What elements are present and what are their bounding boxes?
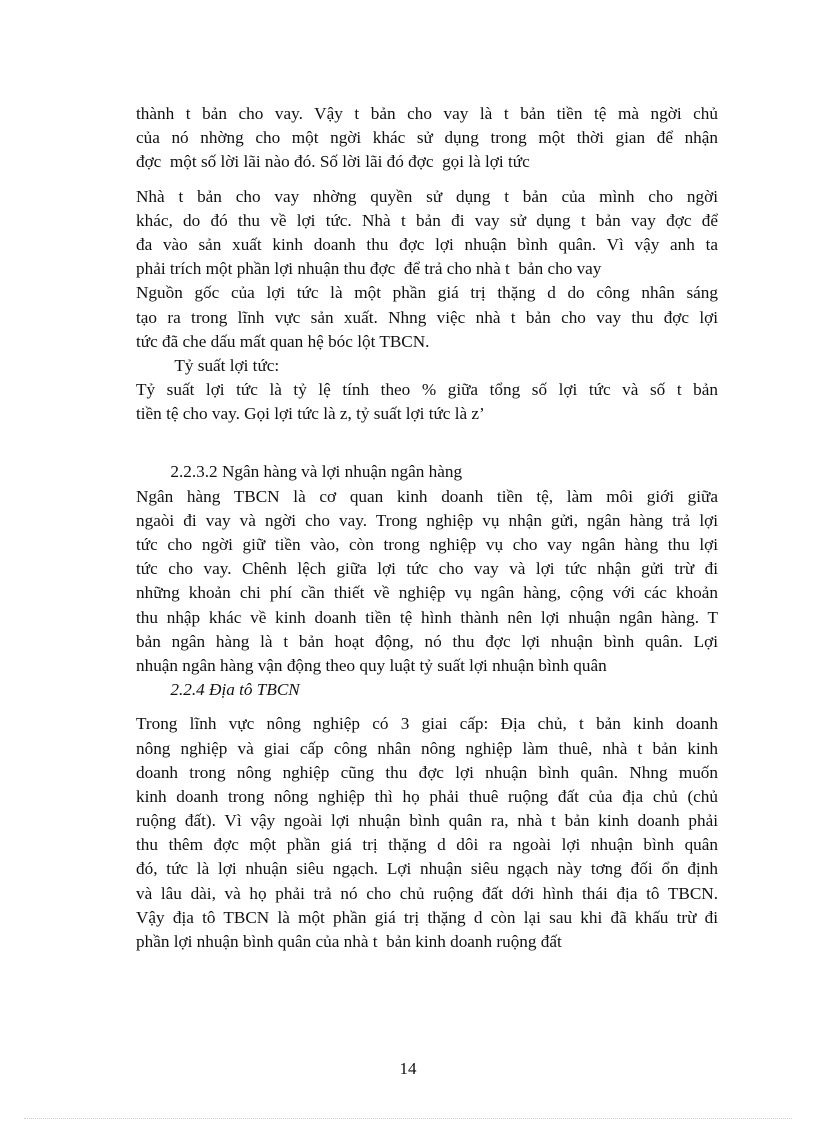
section-heading: 2.2.4 Địa tô TBCN: [136, 680, 300, 700]
paragraph: [136, 102, 718, 175]
paragraph: [136, 185, 718, 427]
page-number: 14: [399, 1059, 417, 1078]
text-line: Tỷ suất lợi tức là tỷ lệ tính theo % giữa tổng số lợi tức và số t bản: [136, 380, 718, 400]
text-line: kinh doanh trong nông nghiệp thì họ phải thuê ruộng đất của địa chủ (chủ: [136, 786, 718, 806]
document-body: [136, 102, 718, 954]
text-line: đa vào sản xuất kinh doanh thu đợc lợi nhuận bình quân. Vì vậy anh ta: [136, 234, 718, 254]
text-line: tiền tệ cho vay. Gọi lợi tức là z, tỷ suất lợi tức là z’: [136, 404, 485, 424]
text-line: tức cho ngời giữ tiền vào, còn trong nghiệp vụ cho vay ngân hàng thu lợi: [136, 535, 718, 554]
text-line: Tỷ suất lợi tức:: [136, 355, 280, 375]
text-line: Trong lĩnh vực nông nghiệp có 3 giai cấp: Địa chủ, t bản kinh doanh: [136, 714, 718, 734]
text-line: tức cho vay. Chênh lệch giữa lợi tức cho vay và lợi tức nhận gửi trừ đi: [136, 559, 718, 579]
text-line: tạo ra trong lĩnh vực sản xuất. Nhng việc nhà t bản cho vay thu đợc lợi: [136, 307, 718, 327]
section-ground-rent: [136, 678, 718, 954]
text-line: đợc một số lời lãi nào đó. Số lời lãi đó đợc gọi là lợi tức: [136, 152, 530, 172]
text-line: ruộng đất). Vì vậy ngoài lợi nhuận bình quân ra, nhà t bản kinh doanh phải: [136, 811, 718, 831]
section-heading: 2.2.3.2 Ngân hàng và lợi nhuận ngân hàng: [136, 462, 463, 482]
text-line: phải trích một phần lợi nhuận thu đợc để trả cho nhà t bản cho vay: [136, 259, 602, 279]
text-line: những khoản chi phí cần thiết về nghiệp vụ ngân hàng, cộng với các khoản: [136, 583, 718, 603]
text-line: nông nghiệp và giai cấp công nhân nông nghiệp làm thuê, nhà t bản kinh: [136, 738, 718, 758]
page-bottom-divider: [24, 1118, 792, 1119]
paragraph-gap: [136, 175, 718, 185]
text-line: Nguồn gốc của lợi tức là một phần giá trị thặng d do công nhân sáng: [136, 283, 718, 303]
text-line: thu nhập khác về kinh doanh tiền tệ hình thành nên lợi nhuận ngân hàng. T: [136, 607, 718, 627]
text-line: ngaòi đi vay và ngời cho vay. Trong nghiệp vụ nhận gửi, ngân hàng trả lợi: [136, 510, 718, 530]
text-line: tức đã che dấu mất quan hệ bóc lột TBCN.: [136, 331, 430, 351]
text-line: thu thêm đợc một phần giá trị thặng d dôi ra ngoài lợi nhuận bình quân: [136, 835, 718, 855]
text-line: thành t bản cho vay. Vậy t bản cho vay là t bản tiền tệ mà ngời chủ: [136, 104, 718, 123]
text-line: của nó nhờng cho một ngời khác sử dụng trong một thời gian để nhận: [136, 128, 718, 148]
section-gap: [136, 426, 718, 460]
text-line: Vậy địa tô TBCN là một phần giá trị thặng d còn lại sau khi đã khấu trừ đi: [136, 907, 718, 927]
text-line: bản ngân hàng là t bản hoạt động, nó thu đợc lợi nhuận bình quân. Lợi: [136, 631, 718, 651]
text-line: Nhà t bản cho vay nhờng quyền sử dụng t bản của mình cho ngời: [136, 186, 718, 206]
text-line: doanh trong nông nghiệp cũng thu đợc lợi nhuận bình quân. Nhng muốn: [136, 762, 718, 782]
text-line: khác, do đó thu về lợi tức. Nhà t bản đi vay sử dụng t bản vay đợc để: [136, 210, 718, 230]
text-line: và lâu dài, và họ phải trả nó cho chủ ruộng đất dới hình thái địa tô TBCN.: [136, 883, 718, 903]
text-line: nhuận ngân hàng vận động theo quy luật tỷ suất lợi nhuận bình quân: [136, 655, 607, 675]
text-line: đó, tức là lợi nhuận siêu ngạch. Lợi nhuận siêu ngạch này tơng đối ổn định: [136, 859, 718, 879]
section-bank-profit: [136, 460, 718, 678]
text-line: phần lợi nhuận bình quân của nhà t bản kinh doanh ruộng đất: [136, 932, 562, 951]
text-line: Ngân hàng TBCN là cơ quan kinh doanh tiền tệ, làm môi giới giữa: [136, 486, 718, 506]
